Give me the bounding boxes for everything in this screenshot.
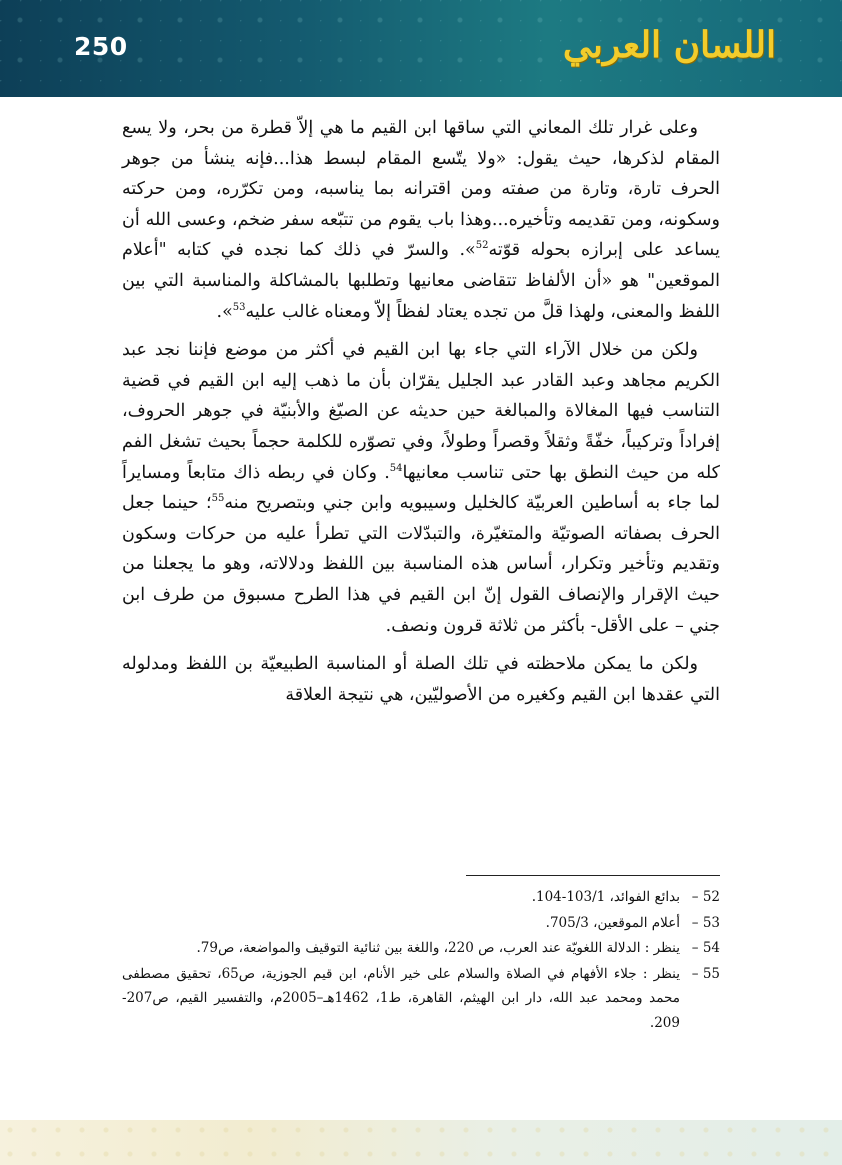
paragraph-1-text: وعلى غرار تلك المعاني التي ساقها ابن القيم ما هي إلاّ قطرة من بحر، ولا يسع المقام لذكرها، حيث يقول: «ولا يتّسع المقام لبسط هذا...فإنه ينشأ من جوهر الحرف تارة، وتارة من صفته ومن اقترانه بما يناسبه، ومن تكرّره، ومن حركته وسكونه، ومن تقديمه وتأخيره...وهذا باب يقوم من تتبّعه سفر ضخم، وعسى الله أن يساعد على إبرازه بحوله قوّته (122, 118, 721, 261)
footnote-ref-54: 54 (389, 462, 403, 474)
footnote-53 (122, 911, 720, 936)
paragraph-3 (122, 649, 720, 710)
footnote-54 (122, 936, 720, 961)
footer-decorative-pattern (0, 1120, 842, 1165)
footnote-52 (122, 885, 720, 910)
paragraph-2 (122, 335, 720, 641)
footnote-text: ينظر : الدلالة اللغويّة عند العرب، ص 220، واللغة بين ثنائية التوقيف والمواضعة، ص79. (196, 940, 680, 956)
page-header (0, 0, 842, 97)
paragraph-2-text: ولكن من خلال الآراء التي جاء بها ابن القيم في أكثر من موضع فإننا نجد عبد الكريم مجاهد وعبد القادر عبد الجليل يقرّان بأن ما ذهب إليه ابن القيم في قضية التناسب فيها المغالاة والمبالغة حين حديثه عن الصيّغ والأبنيّة في جوهر الحروف، إفراداً وتركيباً، خفّةً وثقلاً وقصراً وطولاً، وفي تصوّره للكلمة حجماً بحيث تشغل الفم كله من حيث النطق بها حتى تناسب معانيها (122, 340, 720, 483)
journal-logo: اللسان العربي (562, 24, 776, 66)
page-footer-band (0, 1120, 842, 1165)
paragraph-1-text-cont: ». والسرّ في ذلك كما نجده في كتابه "أعلام الموقعين" هو «أن الألفاظ تتقاضى معانيها وتطلبها بالمشاكلة والمناسبة التي بين اللفظ والمعنى، ولهذا قلَّ من تجده يعتاد لفظاً إلاّ ومعناه غالب عليه (122, 240, 720, 322)
article-body (122, 113, 720, 718)
footnote-ref-53: 53 (232, 301, 246, 313)
footnote-55 (122, 962, 720, 1036)
paragraph-3-text: ولكن ما يمكن ملاحظته في تلك الصلة أو المناسبة الطبيعيّة بن اللفظ ومدلوله التي عقدها ابن القيم وكغيره من الأصوليّين، هي نتيجة العلاقة (122, 654, 720, 705)
footnote-number: 55 – (691, 965, 720, 982)
footnote-number: 53 – (691, 914, 720, 931)
footnote-text: بدائع الفوائد، 103/1-104. (531, 889, 680, 905)
footnote-number: 52 – (691, 889, 720, 905)
footnotes-section (122, 885, 720, 1036)
footnote-text: أعلام الموقعين، 705/3. (545, 914, 680, 931)
footnote-ref-55: 55 (211, 493, 225, 505)
footnote-divider (466, 875, 720, 876)
paragraph-1-text-end: ». (216, 301, 233, 322)
paragraph-1 (122, 113, 720, 327)
footnote-text: ينظر : جلاء الأفهام في الصلاة والسلام على خير الأنام، ابن قيم الجوزية، ص65، تحقيق مصطفى محمد ومحمد عبد الله، دار ابن الهيثم، القاهرة، ط1، 1462هـ–2005م، والتفسير القيم، ص207-209. (122, 965, 680, 1031)
page-number: 250 (74, 32, 128, 61)
footnote-ref-52: 52 (475, 240, 489, 252)
footnote-number: 54 – (691, 940, 720, 956)
paragraph-2-text-cont: . وكان في ربطه ذاك متابعاً ومسايراً لما جاء به أساطين العربيّة كالخليل وسيبويه وابن جني وبتصريح منه (122, 462, 720, 514)
paragraph-2-text-end: ؛ حينما جعل الحرف بصفاته الصوتيّة والمتغيّرة، والتبدّلات التي تطرأ عليه من حركات وسكون وتقديم وتأخير وتكرار، أساس هذه المناسبة بين اللفظ ودلالاته، وهو ما يجعلنا من حيث الإقرار والإنصاف القول إنّ ابن القيم في هذا الطرح مسبوق من طرف ابن جني – على الأقل- بأكثر من ثلاثة قرون ونصف. (122, 493, 720, 636)
